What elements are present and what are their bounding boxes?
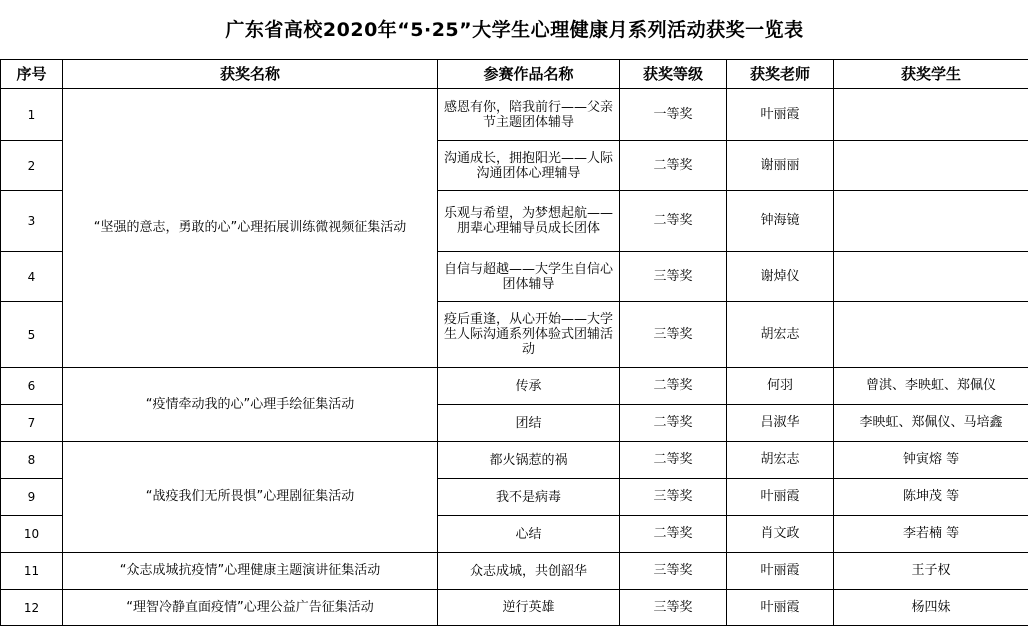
- seq-cell: 12: [1, 590, 63, 626]
- seq-cell: 7: [1, 405, 63, 442]
- award-name-cell: “战疫我们无所畏惧”心理剧征集活动: [63, 442, 438, 553]
- students-cell: 杨四妹: [834, 590, 1028, 626]
- header-award-name: 获奖名称: [63, 60, 438, 89]
- level-cell: 二等奖: [620, 442, 727, 479]
- level-cell: 三等奖: [620, 479, 727, 516]
- seq-cell: 5: [1, 302, 63, 368]
- teacher-cell: 何羽: [727, 368, 834, 405]
- table-row: [1, 89, 1028, 141]
- seq-cell: 1: [1, 89, 63, 141]
- award-name-cell: “理智冷静直面疫情”心理公益广告征集活动: [63, 590, 438, 626]
- header-teacher: 获奖老师: [727, 60, 834, 89]
- seq-cell: 3: [1, 191, 63, 252]
- work-name-cell: 乐观与希望，为梦想起航——朋辈心理辅导员成长团体: [438, 191, 620, 252]
- header-work-name: 参赛作品名称: [438, 60, 620, 89]
- level-cell: 二等奖: [620, 405, 727, 442]
- work-name-cell: 自信与超越——大学生自信心团体辅导: [438, 252, 620, 302]
- teacher-cell: 叶丽霞: [727, 553, 834, 590]
- award-name-cell: “众志成城抗疫情”心理健康主题演讲征集活动: [63, 553, 438, 590]
- work-name-cell: 沟通成长，拥抱阳光——人际沟通团体心理辅导: [438, 141, 620, 191]
- work-name-cell: 逆行英雄: [438, 590, 620, 626]
- award-name-cell: “坚强的意志，勇敢的心”心理拓展训练微视频征集活动: [63, 89, 438, 368]
- seq-cell: 10: [1, 516, 63, 553]
- level-cell: 二等奖: [620, 191, 727, 252]
- level-cell: 二等奖: [620, 141, 727, 191]
- students-cell: [834, 141, 1028, 191]
- teacher-cell: 叶丽霞: [727, 89, 834, 141]
- teacher-cell: 叶丽霞: [727, 479, 834, 516]
- header-students: 获奖学生: [834, 60, 1028, 89]
- teacher-cell: 谢丽丽: [727, 141, 834, 191]
- work-name-cell: 传承: [438, 368, 620, 405]
- teacher-cell: 钟海镜: [727, 191, 834, 252]
- teacher-cell: 吕淑华: [727, 405, 834, 442]
- sheet-title: 广东省高校2020年“5·25”大学生心理健康月系列活动获奖一览表: [1, 0, 1028, 60]
- seq-cell: 2: [1, 141, 63, 191]
- work-name-cell: 心结: [438, 516, 620, 553]
- students-cell: [834, 302, 1028, 368]
- seq-cell: 9: [1, 479, 63, 516]
- work-name-cell: 都火锅惹的祸: [438, 442, 620, 479]
- work-name-cell: 疫后重逢，从心开始——大学生人际沟通系列体验式团辅活动: [438, 302, 620, 368]
- students-cell: 李若楠 等: [834, 516, 1028, 553]
- table-row: [1, 442, 1028, 479]
- seq-cell: 6: [1, 368, 63, 405]
- table-row: [1, 368, 1028, 405]
- level-cell: 一等奖: [620, 89, 727, 141]
- teacher-cell: 肖文政: [727, 516, 834, 553]
- students-cell: 钟寅熔 等: [834, 442, 1028, 479]
- teacher-cell: 胡宏志: [727, 442, 834, 479]
- seq-cell: 4: [1, 252, 63, 302]
- work-name-cell: 我不是病毒: [438, 479, 620, 516]
- work-name-cell: 感恩有你，陪我前行——父亲节主题团体辅导: [438, 89, 620, 141]
- work-name-cell: 团结: [438, 405, 620, 442]
- level-cell: 三等奖: [620, 553, 727, 590]
- teacher-cell: 谢焯仪: [727, 252, 834, 302]
- seq-cell: 8: [1, 442, 63, 479]
- students-cell: [834, 252, 1028, 302]
- students-cell: 陈坤茂 等: [834, 479, 1028, 516]
- table-row: [1, 590, 1028, 626]
- table-row: [1, 553, 1028, 590]
- award-name-cell: “疫情牵动我的心”心理手绘征集活动: [63, 368, 438, 442]
- students-cell: [834, 191, 1028, 252]
- seq-cell: 11: [1, 553, 63, 590]
- students-cell: 李映虹、郑佩仪、马培鑫: [834, 405, 1028, 442]
- teacher-cell: 胡宏志: [727, 302, 834, 368]
- level-cell: 三等奖: [620, 302, 727, 368]
- header-seq: 序号: [1, 60, 63, 89]
- work-name-cell: 众志成城，共创韶华: [438, 553, 620, 590]
- header-level: 获奖等级: [620, 60, 727, 89]
- level-cell: 三等奖: [620, 252, 727, 302]
- level-cell: 二等奖: [620, 516, 727, 553]
- students-cell: 王子权: [834, 553, 1028, 590]
- header-row: [1, 60, 1028, 89]
- level-cell: 二等奖: [620, 368, 727, 405]
- teacher-cell: 叶丽霞: [727, 590, 834, 626]
- students-cell: [834, 89, 1028, 141]
- students-cell: 曾淇、李映虹、郑佩仪: [834, 368, 1028, 405]
- level-cell: 三等奖: [620, 590, 727, 626]
